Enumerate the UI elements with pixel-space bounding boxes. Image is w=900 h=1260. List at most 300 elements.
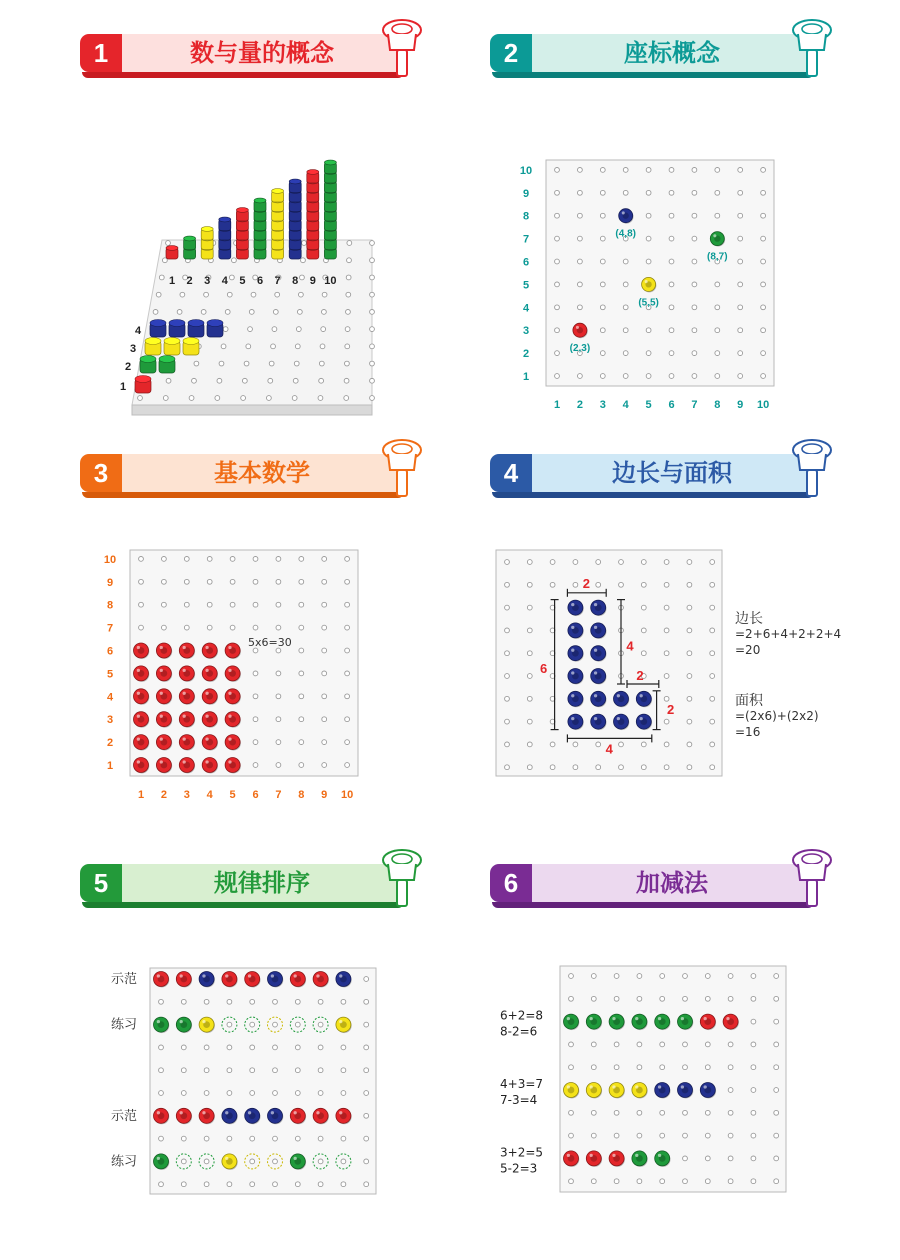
peg-hole [527, 582, 532, 587]
peg-highlight [294, 1111, 297, 1114]
peg-hole [751, 1065, 756, 1070]
peg-hole [204, 1182, 209, 1187]
peg-highlight [658, 1154, 661, 1157]
peg-hole [322, 763, 327, 768]
peg-hole [687, 742, 692, 747]
peg-hole [295, 1068, 300, 1073]
peg-hole [299, 602, 304, 607]
peg-highlight [640, 717, 643, 720]
peg-hole [345, 625, 350, 630]
section-number: 5 [80, 864, 122, 902]
peg-hole [345, 344, 350, 349]
peg-hole [555, 305, 560, 310]
peg-hole [253, 579, 258, 584]
banner-shadow [492, 492, 814, 498]
peg-hole [273, 1159, 278, 1164]
peg-hole [705, 974, 710, 979]
peg-icon-stem [807, 50, 817, 76]
peg-hole [683, 996, 688, 1001]
peg-hole [230, 625, 235, 630]
x-axis-label: 1 [137, 789, 145, 801]
peg-hole [692, 374, 697, 379]
peg-hole [692, 305, 697, 310]
y-axis-label: 1 [106, 760, 114, 772]
peg-hole [273, 1068, 278, 1073]
peg-hole [761, 374, 766, 379]
section-title: 加减法 [532, 864, 812, 902]
peg-highlight [567, 1085, 570, 1088]
peg-hole [184, 625, 189, 630]
peg-hole [728, 1042, 733, 1047]
row-label: 示范 [110, 972, 138, 987]
peg-hole [774, 1042, 779, 1047]
peg-hole [527, 674, 532, 679]
peg-hole [614, 974, 619, 979]
peg-hole [204, 1159, 209, 1164]
peg-hole [230, 602, 235, 607]
peg-highlight [590, 1154, 593, 1157]
area-formula: =(2x6)+(2x2) [735, 709, 819, 723]
peg-hole [715, 168, 720, 173]
peg-hole [728, 996, 733, 1001]
peg-highlight [160, 737, 163, 740]
coordinate-label: (8,7) [707, 251, 728, 263]
dimension-label: 2 [582, 575, 591, 591]
peg-hole [184, 602, 189, 607]
peg-hole [275, 292, 280, 297]
peg-highlight [271, 974, 274, 977]
peg-highlight [205, 737, 208, 740]
peg-highlight [183, 646, 186, 649]
section-banner [80, 450, 425, 498]
section-basic-math [80, 450, 510, 850]
peg-hole [600, 328, 605, 333]
peg-hole [322, 694, 327, 699]
peg-hole [687, 582, 692, 587]
peg-hole [683, 1110, 688, 1115]
peg-hole [569, 1133, 574, 1138]
peg-hole [683, 1133, 688, 1138]
cup-peg-top [150, 320, 166, 327]
peg-hole [646, 190, 651, 195]
peg-highlight [183, 669, 186, 672]
banner-shadow [82, 492, 404, 498]
peg-hole [669, 305, 674, 310]
banner-shadow [492, 72, 814, 78]
peg-hole [177, 309, 182, 314]
x-axis-label: 2 [576, 399, 583, 411]
x-axis-label: 1 [553, 399, 561, 411]
peg-hole [573, 560, 578, 565]
peg-highlight [160, 715, 163, 718]
peg-hole [692, 213, 697, 218]
peg-hole [738, 328, 743, 333]
peg-hole [600, 282, 605, 287]
peg-hole [751, 1133, 756, 1138]
peg-hole [555, 259, 560, 264]
peg-hole [710, 605, 715, 610]
peg-hole [204, 1091, 209, 1096]
peg-highlight [594, 649, 597, 652]
peg-hole [669, 213, 674, 218]
peg-hole [710, 742, 715, 747]
column-label: 8 [292, 275, 299, 287]
peg-highlight [681, 1017, 684, 1020]
peg-highlight [271, 1111, 274, 1114]
peg-highlight [594, 694, 597, 697]
peg-highlight [658, 1085, 661, 1088]
peg-hole [250, 1091, 255, 1096]
peg-hole [230, 579, 235, 584]
peg-hole [192, 378, 197, 383]
peg-hole [660, 1110, 665, 1115]
peg-hole [761, 236, 766, 241]
multiplication-board [80, 540, 510, 840]
section-number: 4 [490, 454, 532, 492]
peg-hole [345, 763, 350, 768]
peg-hole [669, 328, 674, 333]
peg-hole [715, 190, 720, 195]
peg-hole [596, 742, 601, 747]
peg-hole [669, 374, 674, 379]
peg-hole [299, 694, 304, 699]
section-number: 1 [80, 34, 122, 72]
peg-hole [660, 1065, 665, 1070]
peg-highlight [248, 1111, 251, 1114]
peg-hole [646, 259, 651, 264]
peg-hole [268, 378, 273, 383]
x-axis-label: 7 [275, 789, 282, 801]
peg-hole [364, 1091, 369, 1096]
peg-hole [591, 1179, 596, 1184]
peg-hole [774, 1156, 779, 1161]
peg-hole [295, 1136, 300, 1141]
peg-hole [623, 190, 628, 195]
peg-hole [273, 1045, 278, 1050]
peg-hole [318, 999, 323, 1004]
section-number: 3 [80, 454, 122, 492]
peg-highlight [726, 1017, 729, 1020]
addition-board [490, 960, 900, 1205]
peg-hole [578, 168, 583, 173]
peg-hole [710, 765, 715, 770]
section-add-subtract [490, 860, 900, 1260]
peg-hole [505, 674, 510, 679]
peg-hole [242, 378, 247, 383]
peg-highlight [157, 974, 160, 977]
peg-hole [751, 1042, 756, 1047]
peg-hole [614, 1065, 619, 1070]
peg-hole [646, 328, 651, 333]
peg-hole [364, 977, 369, 982]
peg-hole [299, 740, 304, 745]
peg-highlight [205, 646, 208, 649]
peg-highlight [704, 1017, 707, 1020]
peg-hole [527, 742, 532, 747]
peg-highlight [183, 760, 186, 763]
peg-hole [751, 1019, 756, 1024]
peg-hole [345, 648, 350, 653]
peg-hole [619, 742, 624, 747]
peg-hole [505, 651, 510, 656]
peg-hole [591, 1065, 596, 1070]
peg-highlight [183, 692, 186, 695]
peg-hole [664, 719, 669, 724]
peg-hole [728, 1088, 733, 1093]
peg-hole [181, 1159, 186, 1164]
peg-hole [299, 625, 304, 630]
dimension-label: 2 [666, 701, 675, 717]
peg-highlight [137, 715, 140, 718]
peg-hole [705, 1042, 710, 1047]
peg-hole [341, 1045, 346, 1050]
peg-hole [204, 999, 209, 1004]
peg-hole [591, 1110, 596, 1115]
peg-hole [299, 557, 304, 562]
peg-hole [505, 765, 510, 770]
section-banner [490, 860, 835, 908]
peg-hole [299, 763, 304, 768]
peg-hole [159, 1091, 164, 1096]
peg-hole [774, 1110, 779, 1115]
peg-hole [204, 292, 209, 297]
peg-hole [241, 396, 246, 401]
peg-hole [276, 671, 281, 676]
peg-hole [623, 328, 628, 333]
peg-hole [664, 742, 669, 747]
peg-hole [660, 1179, 665, 1184]
peg-hole [318, 1022, 323, 1027]
peg-hole [683, 1179, 688, 1184]
peg-hole [774, 974, 779, 979]
peg-hole [364, 1182, 369, 1187]
peg-highlight [180, 974, 183, 977]
peg-hole [181, 1136, 186, 1141]
section-title: 边长与面积 [532, 454, 812, 492]
peg-hole [669, 351, 674, 356]
peg-hole [527, 765, 532, 770]
peg-hole [162, 579, 167, 584]
peg-hole [710, 696, 715, 701]
peg-hole [591, 1133, 596, 1138]
section-coordinates [490, 30, 900, 430]
peg-hole [322, 579, 327, 584]
peg-hole [249, 309, 254, 314]
peg-hole [207, 625, 212, 630]
peg-hole [637, 974, 642, 979]
peg-hole [664, 582, 669, 587]
x-axis-label: 5 [645, 399, 652, 411]
peg-hole [345, 361, 350, 366]
peg-highlight [183, 737, 186, 740]
peg-hole [298, 292, 303, 297]
peg-hole [345, 717, 350, 722]
peg-highlight [294, 1157, 297, 1160]
peg-hole [505, 719, 510, 724]
peg-hole [728, 1133, 733, 1138]
section-patterns [80, 860, 510, 1260]
peg-hole [370, 361, 375, 366]
peg-highlight [571, 717, 574, 720]
peg-hole [619, 560, 624, 565]
peg-hole [341, 1091, 346, 1096]
peg-hole [660, 1133, 665, 1138]
coordinate-board [490, 120, 900, 420]
peg-highlight [160, 692, 163, 695]
peg-hole [253, 694, 258, 699]
peg-hole [761, 168, 766, 173]
peg-hole [162, 557, 167, 562]
peg-hole [370, 275, 375, 280]
peg-highlight [248, 974, 251, 977]
peg-hole [774, 1133, 779, 1138]
y-axis-label: 7 [106, 622, 114, 635]
peg-hole [273, 1182, 278, 1187]
y-axis-label: 4 [106, 691, 114, 704]
peg-hole [761, 305, 766, 310]
peg-hole [550, 765, 555, 770]
peg-highlight [228, 760, 231, 763]
peg-hole [272, 327, 277, 332]
peg-hole [318, 1182, 323, 1187]
row-label: 1 [119, 381, 127, 393]
peg-hole [646, 236, 651, 241]
section-title: 数与量的概念 [122, 34, 402, 72]
peg-hole [761, 328, 766, 333]
peg-highlight [160, 760, 163, 763]
cup-peg-top [140, 356, 156, 363]
peg-hole [219, 361, 224, 366]
peg-hole [728, 1065, 733, 1070]
y-axis-label: 10 [103, 553, 117, 566]
y-axis-label: 3 [106, 714, 114, 727]
pattern-board [80, 960, 510, 1205]
peg-highlight [205, 692, 208, 695]
peg-hole [619, 582, 624, 587]
peg-hole [705, 1133, 710, 1138]
peg-hole [321, 327, 326, 332]
peg-icon-stem [397, 880, 407, 906]
peg-hole [751, 1110, 756, 1115]
peg-hole [692, 328, 697, 333]
peg-hole [346, 309, 351, 314]
column-label: 4 [221, 275, 228, 287]
section-perimeter-area [490, 450, 900, 850]
peg-highlight [612, 1017, 615, 1020]
peg-highlight [590, 1085, 593, 1088]
peg-hole [341, 999, 346, 1004]
peg-hole [669, 259, 674, 264]
peg-hole [295, 1182, 300, 1187]
peg-hole [692, 351, 697, 356]
row-label: 练习 [110, 1017, 138, 1033]
peg-hole [138, 396, 143, 401]
peg-hole [230, 557, 235, 562]
peg-hole [683, 1065, 688, 1070]
peg-hole [292, 396, 297, 401]
peg-hole [710, 674, 715, 679]
peg-hole [227, 292, 232, 297]
peg-highlight [137, 692, 140, 695]
x-axis-label: 9 [737, 399, 744, 411]
peg-hole [276, 602, 281, 607]
peg-hole [705, 1179, 710, 1184]
peg-highlight [228, 646, 231, 649]
peg-hole [660, 974, 665, 979]
peg-hole [600, 305, 605, 310]
peg-hole [322, 717, 327, 722]
peg-hole [341, 1068, 346, 1073]
peg-hole [692, 236, 697, 241]
peg-hole [159, 999, 164, 1004]
peg-hole [646, 351, 651, 356]
peg-hole [623, 374, 628, 379]
peg-highlight [571, 694, 574, 697]
peg-hole [527, 560, 532, 565]
peg-hole [297, 309, 302, 314]
peg-hole [318, 1068, 323, 1073]
peg-hole [364, 1159, 369, 1164]
peg-hole [276, 694, 281, 699]
peg-hole [166, 378, 171, 383]
peg-hole [370, 292, 375, 297]
y-axis-label: 5 [106, 668, 114, 681]
peg-highlight [612, 1085, 615, 1088]
peg-hole [687, 765, 692, 770]
peg-hole [370, 241, 375, 246]
peg-hole [318, 396, 323, 401]
x-axis-label: 2 [160, 789, 167, 801]
peg-hole [318, 1091, 323, 1096]
peg-hole [683, 974, 688, 979]
peg-hole [295, 344, 300, 349]
peg-hole [710, 560, 715, 565]
cup-peg-top [207, 320, 223, 327]
peg-hole [217, 378, 222, 383]
peg-hole [299, 671, 304, 676]
perimeter-result: =20 [735, 643, 761, 657]
peg-hole [646, 213, 651, 218]
peg-hole [276, 579, 281, 584]
peg-hole [761, 351, 766, 356]
peg-hole [569, 974, 574, 979]
peg-hole [345, 740, 350, 745]
peg-hole [276, 557, 281, 562]
peg-hole [227, 1182, 232, 1187]
equation-label: 5x6=30 [248, 636, 292, 649]
peg-hole [664, 560, 669, 565]
peg-hole [318, 1159, 323, 1164]
peg-highlight [225, 1111, 228, 1114]
peg-highlight [316, 974, 319, 977]
perimeter-label: 边长 [735, 611, 763, 627]
peg-highlight [567, 1017, 570, 1020]
peg-hole [299, 717, 304, 722]
peg-hole [738, 282, 743, 287]
peg-hole [591, 974, 596, 979]
column-label: 10 [324, 275, 337, 287]
peg-hole [370, 258, 375, 263]
peg-hole [246, 344, 251, 349]
peg-hole [710, 719, 715, 724]
peg-hole [345, 694, 350, 699]
peg-hole [555, 213, 560, 218]
peg-hole [669, 190, 674, 195]
peg-hole [669, 168, 674, 173]
peg-hole [738, 351, 743, 356]
peg-hole [227, 1091, 232, 1096]
peg-hole [322, 602, 327, 607]
